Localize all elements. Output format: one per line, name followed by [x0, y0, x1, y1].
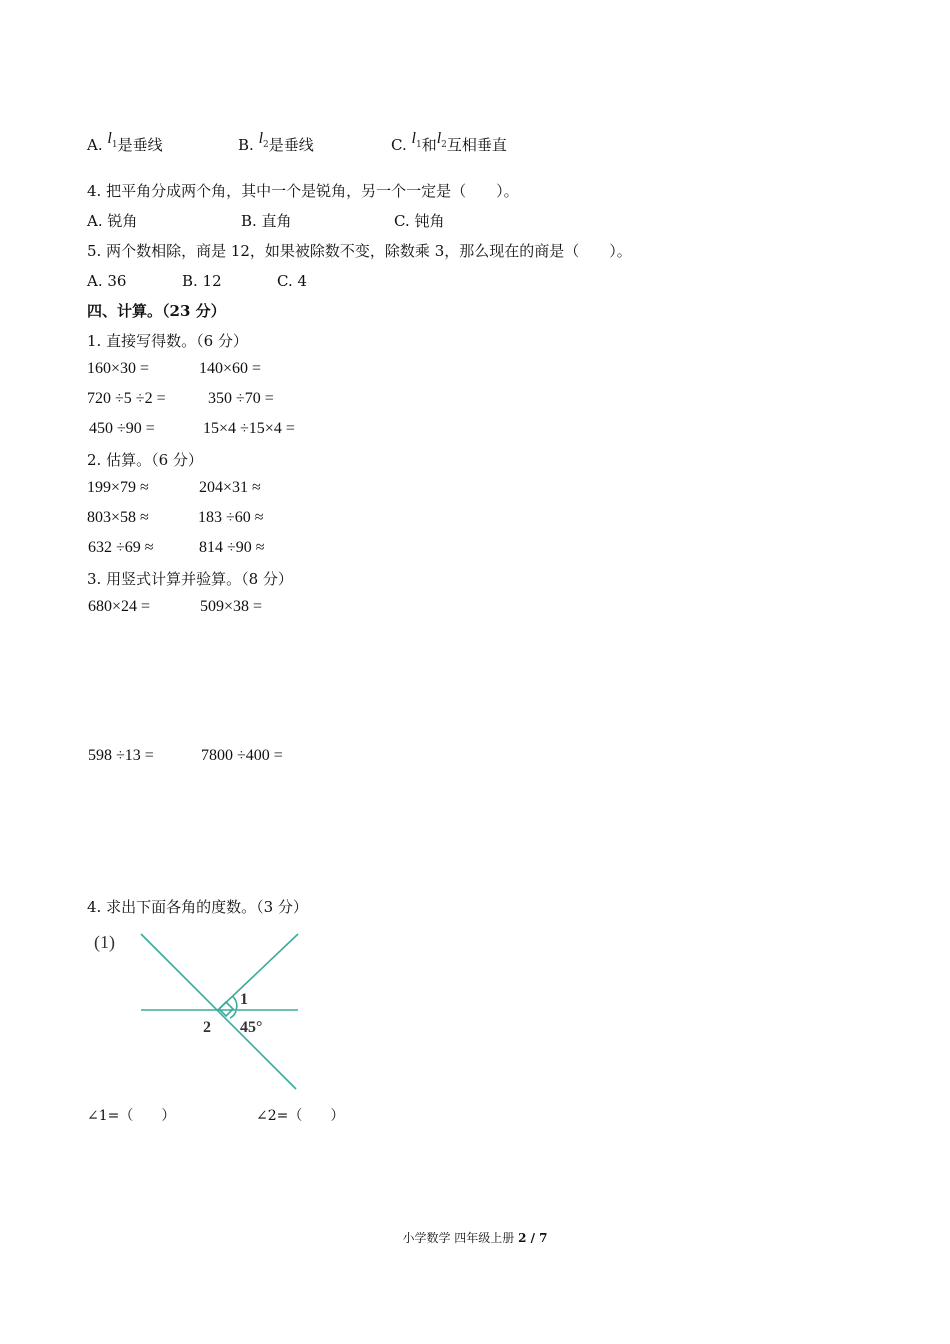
p2-item-1: 199×79 ≈	[87, 479, 149, 496]
p4-heading: 4. 求出下面各角的度数。（3 分）	[87, 898, 308, 916]
p1-item-2: 140×60 =	[199, 360, 262, 377]
p3-heading: 3. 用竖式计算并验算。（8 分）	[87, 570, 293, 588]
angle-1-label: 1	[240, 991, 248, 1008]
angle-45-label: 45°	[240, 1019, 263, 1036]
p1-heading: 1. 直接写得数。（6 分）	[87, 332, 248, 350]
angle-2-label: 2	[203, 1019, 211, 1036]
p3-item-4: 7800 ÷400 =	[201, 747, 283, 764]
p3-item-3: 598 ÷13 =	[88, 747, 154, 764]
p2-item-3: 803×58 ≈	[87, 509, 149, 526]
p1-item-4: 350 ÷70 =	[208, 390, 274, 407]
q5-stem: 5. 两个数相除，商是 12，如果被除数不变，除数乘 3，那么现在的商是（ ）。	[87, 242, 632, 260]
page-number: 2 / 7	[518, 1231, 548, 1245]
q3-option-c: C. $l^1$和$l^2$互相垂直	[391, 130, 507, 154]
p1-item-3: 720 ÷5 ÷2 =	[87, 390, 166, 407]
p1-item-1: 160×30 =	[87, 360, 150, 377]
q4-stem: 4. 把平角分成两个角，其中一个是锐角，另一个一定是（ ）。	[87, 182, 519, 200]
answer-angle-2: ∠2=（ ）	[256, 1108, 345, 1124]
p3-item-2: 509×38 =	[200, 598, 263, 615]
q5-option-b: B. 12	[182, 272, 222, 290]
figure-tag: (1)	[94, 932, 115, 952]
p3-item-1: 680×24 =	[88, 598, 151, 615]
q4-option-a: A. 锐角	[87, 212, 138, 230]
p1-item-6: 15×4 ÷15×4 =	[203, 420, 295, 437]
q5-option-a: A. 36	[87, 272, 127, 290]
figure-lines	[141, 934, 298, 1089]
q3-option-b: B. $l^2$是垂线	[238, 130, 314, 154]
q5-option-c: C. 4	[277, 272, 308, 290]
p2-item-4: 183 ÷60 ≈	[198, 509, 264, 526]
page-footer	[0, 1229, 950, 1246]
p2-item-6: 814 ÷90 ≈	[199, 539, 265, 556]
footer-text: 小学数学 四年级上册	[402, 1231, 519, 1245]
q4-option-b: B. 直角	[241, 212, 292, 230]
p1-item-5: 450 ÷90 =	[89, 420, 155, 437]
p2-item-5: 632 ÷69 ≈	[88, 539, 154, 556]
q3-option-a: A. $l^1$是垂线	[87, 130, 163, 154]
p2-heading: 2. 估算。（6 分）	[87, 451, 203, 469]
q4-option-c: C. 钝角	[394, 212, 445, 230]
section-title: 四、计算。（23 分）	[87, 302, 226, 320]
p2-item-2: 204×31 ≈	[199, 479, 261, 496]
line-diagonal-up	[218, 934, 298, 1010]
answer-angle-1: ∠1=（ ）	[87, 1108, 176, 1124]
angle-figure	[86, 924, 308, 1094]
